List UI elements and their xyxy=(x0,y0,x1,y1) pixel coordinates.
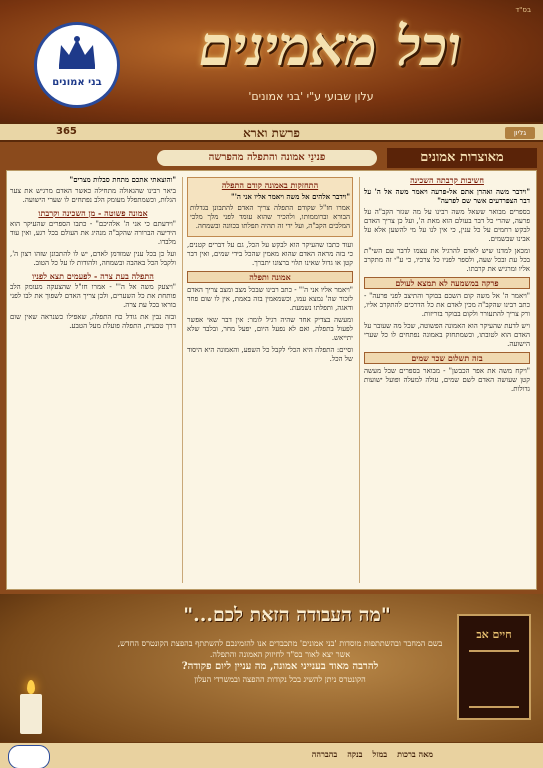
book-ornament xyxy=(469,650,519,652)
candle-flame-icon xyxy=(27,680,35,694)
paragraph: ועל כן בכל ענין שמזדמן לאדם, יש לו להתבונן שזהו רצון ה', ולקבל הכל באהבה ובשמחה, ולהודות לו על כל הטוב. xyxy=(10,250,176,267)
info-bar xyxy=(0,122,543,142)
footer-item[interactable]: מאה ברכות xyxy=(397,749,433,759)
paragraph: "ויאמר אליו אני ה'" - כתב רבינו שבכל מצב ומצב צריך האדם לזכור שה' נמצא עמו, וכשמאמין בזה באמת, אין לו שום פחד ודאגה, ותפלתו נשמעת. xyxy=(187,286,353,312)
paragraph: "ויאמר ה' אל משה קום השכם בבוקר והתיצב לפני פרעה" - כתב רבינו שהקב"ה מכין לאדם את כל הדרכים להתקרב אליו, ורק צריך להתעורר ולקום בבוקר בזריזות. xyxy=(364,292,530,318)
column-left xyxy=(10,175,176,585)
paragraph: ומכאן למדנו שיש לאדם להרגיל את עצמו לדבר עם השי"ת בכל עת ובכל שעה, ולספר לפניו כל צרכיו, כי ע"י זה מתקרב אליו ומרגיש את קרבתו. xyxy=(364,247,530,273)
logo-text: בני אמונים xyxy=(52,77,102,88)
verse-quote: "וידבר אלהים אל משה ויאמר אליו אני ה'" xyxy=(231,192,350,201)
verse-quote: "והוצאתי אתכם מתחת סבלות מצרים" xyxy=(69,175,176,184)
paragraph: ומעשה בצדיק אחד שהיה רגיל לומר: אין דבר שאי אפשר לפעול בתפלה, ואם לא נפעל היום, יפעל מחר, ובלבד שלא יתייאש. xyxy=(187,316,353,342)
subheading-box: בזה תשלום שכר שמים xyxy=(364,352,530,364)
header xyxy=(0,0,543,122)
column-divider xyxy=(182,177,183,583)
paragraph: "וידעתם כי אני ה' אלהיכם" - כתבו הספרים שהעיקר הוא הידיעה הברורה שהקב"ה מנהיג את העולם בכל רגע, ואין עוד מלבדו. xyxy=(10,220,176,246)
promo-paragraph: בשם המחבר ובהשתתפות מוסדות 'בני אמונים' מתכבדים אנו להזמינכם להשתתף בהפצת הקונטרס החדש, אשר יצא לאור בס"ד לחיזוק האמונה והתפלה. xyxy=(117,639,443,659)
footer-item[interactable]: במזל xyxy=(372,749,388,759)
footer-item[interactable]: בנקה xyxy=(347,749,363,759)
publisher-logo[interactable] xyxy=(34,22,120,108)
paragraph: אמרו חז"ל שקודם התפלה צריך האדם להתבונן בגדלות הבורא וברוממותו, ולהכיר שהוא עומד לפני מלך מלכי המלכים הקב"ה, ועל ידי זה תהיה תפלתו בכוונה ובשמחה. xyxy=(190,204,350,230)
page-title: וכל מאמינים xyxy=(198,14,462,78)
issue-number: 365 xyxy=(56,126,77,137)
footer-logo[interactable] xyxy=(8,745,50,768)
promo-text xyxy=(115,638,445,685)
book-cover[interactable] xyxy=(457,614,531,720)
issue-mark: בס"ד xyxy=(515,6,531,14)
footer-items xyxy=(312,749,433,759)
paragraph: "ויצעק משה אל ה'" - אמרו חז"ל שהצעקה מעומק הלב פותחת את כל השערים, ולכן צריך האדם לשפוך את לבו לפני בוראו בכל עת צרה. xyxy=(10,283,176,309)
verse-quote: "וידבר משה ואהרן אתם אל-פרעה ויאמר משה אל ה' על דבר הצפרדעים אשר שם לפרעה" xyxy=(364,187,530,205)
column-heading: התפלה בעת צרה - לפעמים תצא לפניו xyxy=(32,271,154,281)
subheading-box: אמונה ותפלה xyxy=(187,271,353,283)
candle-icon xyxy=(20,694,42,734)
book-ornament xyxy=(469,706,519,708)
subheading-box: פרקה במשמעה לא תמצא לעולם xyxy=(364,277,530,289)
paragraph: "ויקח משה את אפר הכבשן" - מבואר בספרים שכל מעשה קטן שעושה האדם לשם שמים, עולה למעלה ופועל ישועות גדולות. xyxy=(364,367,530,393)
paragraph: ביאר רבינו שהגאולה מתחילה כאשר האדם מרגיש את צער הגלות, וכשמתפלל מעומק הלב נפתחים לו שערי הישועה. xyxy=(10,187,176,204)
section-strip xyxy=(6,148,537,168)
column-heading: חשיבות קרבתה השכינה xyxy=(410,175,484,185)
column-middle xyxy=(187,175,353,585)
column-divider xyxy=(359,177,360,583)
paragraph: בספרים מבואר ששאל משה רבינו על מה שגזר הקב"ה על פרעה, שהרי כל דבר בעולם הוא מאת ה', ועל כן צריך האדם לבקש רחמים על כל ענין, כי אין לנו על מי להשען אלא על אבינו שבשמים. xyxy=(364,208,530,243)
footer-bar xyxy=(0,742,543,768)
paragraph: ועוד כתבו שהעיקר הוא לבקש על הכל, גם על דברים קטנים, כי בזה מראה האדם שהוא מאמין שהכל בידי שמים, ואין דבר קטן או גדול שאינו תלוי ברצונו יתברך. xyxy=(187,241,353,267)
page-subtitle: עלון שבועי ע"י 'בני אמונים' xyxy=(248,90,374,103)
highlight-box xyxy=(187,177,353,237)
section-title: מאוצרות אמונים xyxy=(387,148,537,168)
promo-title: "מה העבודה הזאת לכם..." xyxy=(183,604,391,626)
section-subtitle: פנינֵי אמונה והתפלה מהפרשה xyxy=(157,150,377,166)
promo-paragraph: הקונטרס ניתן להשיג בכל נקודות ההפצה ובמשרדי העלון xyxy=(194,675,366,684)
crown-icon xyxy=(55,35,99,71)
column-heading: אמונה פשוטה - מן השכינה וקרבתו xyxy=(38,208,148,218)
paragraph: ויש לדעת שהעיקר הוא האמונה הפשוטה, שכל מה שעובר על האדם הוא לטובתו, וכשמתחזק באמונה נפתחים לו כל שערי הישועה. xyxy=(364,322,530,348)
column-right xyxy=(364,175,530,585)
paragraph: וסיים: התפלה היא הכלי לקבל כל השפע, והאמונה היא היסוד של הכל. xyxy=(187,346,353,363)
promo-highlight: להרבה מאוד בענייני אמונה, מה עניין ליום פקודה? xyxy=(181,661,379,672)
article-content xyxy=(6,170,537,590)
paragraph: ובזה נבין את גודל כח התפלה, שאפילו כשנראה שאין שום דרך טבעית, התפלה פועלת מעל הטבע. xyxy=(10,313,176,330)
column-heading: התחזקות באמונה קודם התפלה xyxy=(221,180,319,190)
book-title: חיים אב xyxy=(476,628,512,641)
issue-badge: גליון xyxy=(505,127,535,139)
footer-item[interactable]: בהברהה xyxy=(311,749,338,759)
parasha-name: פרשת וארא xyxy=(243,126,300,140)
